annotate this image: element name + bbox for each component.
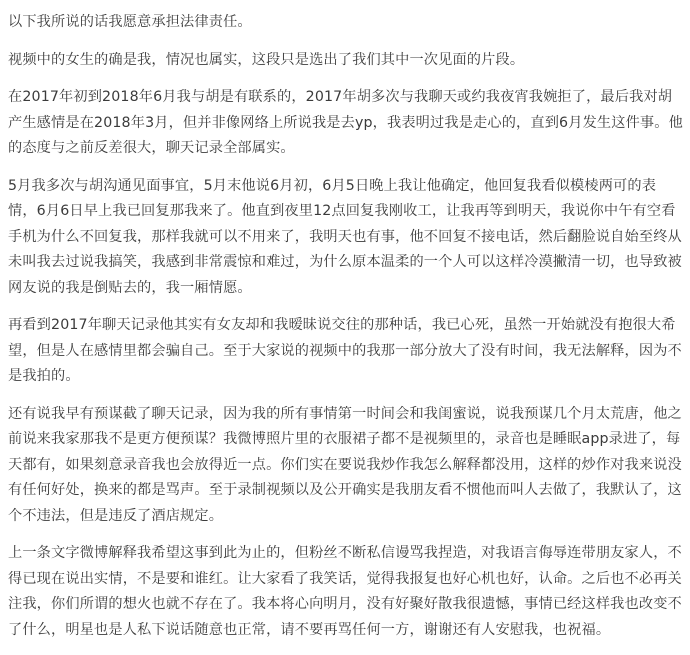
paragraph-4: 5月我多次与胡沟通见面事宜，5月末他说6月初，6月5日晚上我让他确定，他回复我看似模棱两可的表情，6月6日早上我已回复那我来了。他直到夜里12点回复我刚收工，让我再等到明天，我说你中午有空看手机为什么不回复我，那样我就可以不用来了，我明天也有事，他不回复不接电话，然后翻脸说自始至终从未叫我去过说我搞笑，我感到非常震惊和难过，为什么原本温柔的一个人可以这样冷漠撇清一切，也导致被网友说的我是倒贴去的，我一厢情愿。 (8, 177, 682, 296)
statement-document (8, 10, 684, 655)
paragraph-1: 以下我所说的话我愿意承担法律责任。 (8, 14, 252, 30)
paragraph-7: 上一条文字微博解释我希望这事到此为止的，但粉丝不断私信谩骂我捏造，对我语言侮辱连带朋友家人，不得已现在说出实情，不是要和谁红。让大家看了我笑话，觉得我报复也好心机也好，认命。之后也不必再关注我，你们所谓的想火也就不存在了。我本将心向明月，没有好聚好散我很遗憾，事情已经这样我也改变不了什么，明星也是人私下说话随意也正常，请不要再骂任何一方，谢谢还有人安慰我，也祝福。 (8, 545, 682, 638)
paragraph-6: 还有说我早有预谋截了聊天记录，因为我的所有事情第一时间会和我闺蜜说，说我预谋几个月太荒唐，他之前说来我家那我不是更方便预谋？我微博照片里的衣服裙子都不是视频里的，录音也是睡眠app录进了，每天都有，如果刻意录音我也会放得近一点。你们实在要说我炒作我怎么解释都没用，这样的炒作对我来说没有任何好处，换来的都是骂声。至于录制视频以及公开确实是我朋友看不惯他而叫人去做了，我默认了，这个不违法，但是违反了酒店规定。 (8, 405, 682, 524)
paragraph-2: 视频中的女生的确是我，情况也属实，这段只是选出了我们其中一次见面的片段。 (8, 51, 525, 68)
paragraph-3: 在2017年初到2018年6月我与胡是有联系的，2017年胡多次与我聊天或约我夜宵我婉拒了，最后我对胡产生感情是在2018年3月，但并非像网络上所说我是去yp，我表明过我是走心的，直到6月发生这件事。他的态度与之前反差很大，聊天记录全部属实。 (8, 89, 683, 156)
paragraph-5: 再看到2017年聊天记录他其实有女友却和我暧昧说交往的那种话，我已心死，虽然一开始就没有抱很大希望，但是人在感情里都会骗自己。至于大家说的视频中的我那一部分放大了没有时间，我无法解释，因为不是我拍的。 (8, 317, 682, 384)
